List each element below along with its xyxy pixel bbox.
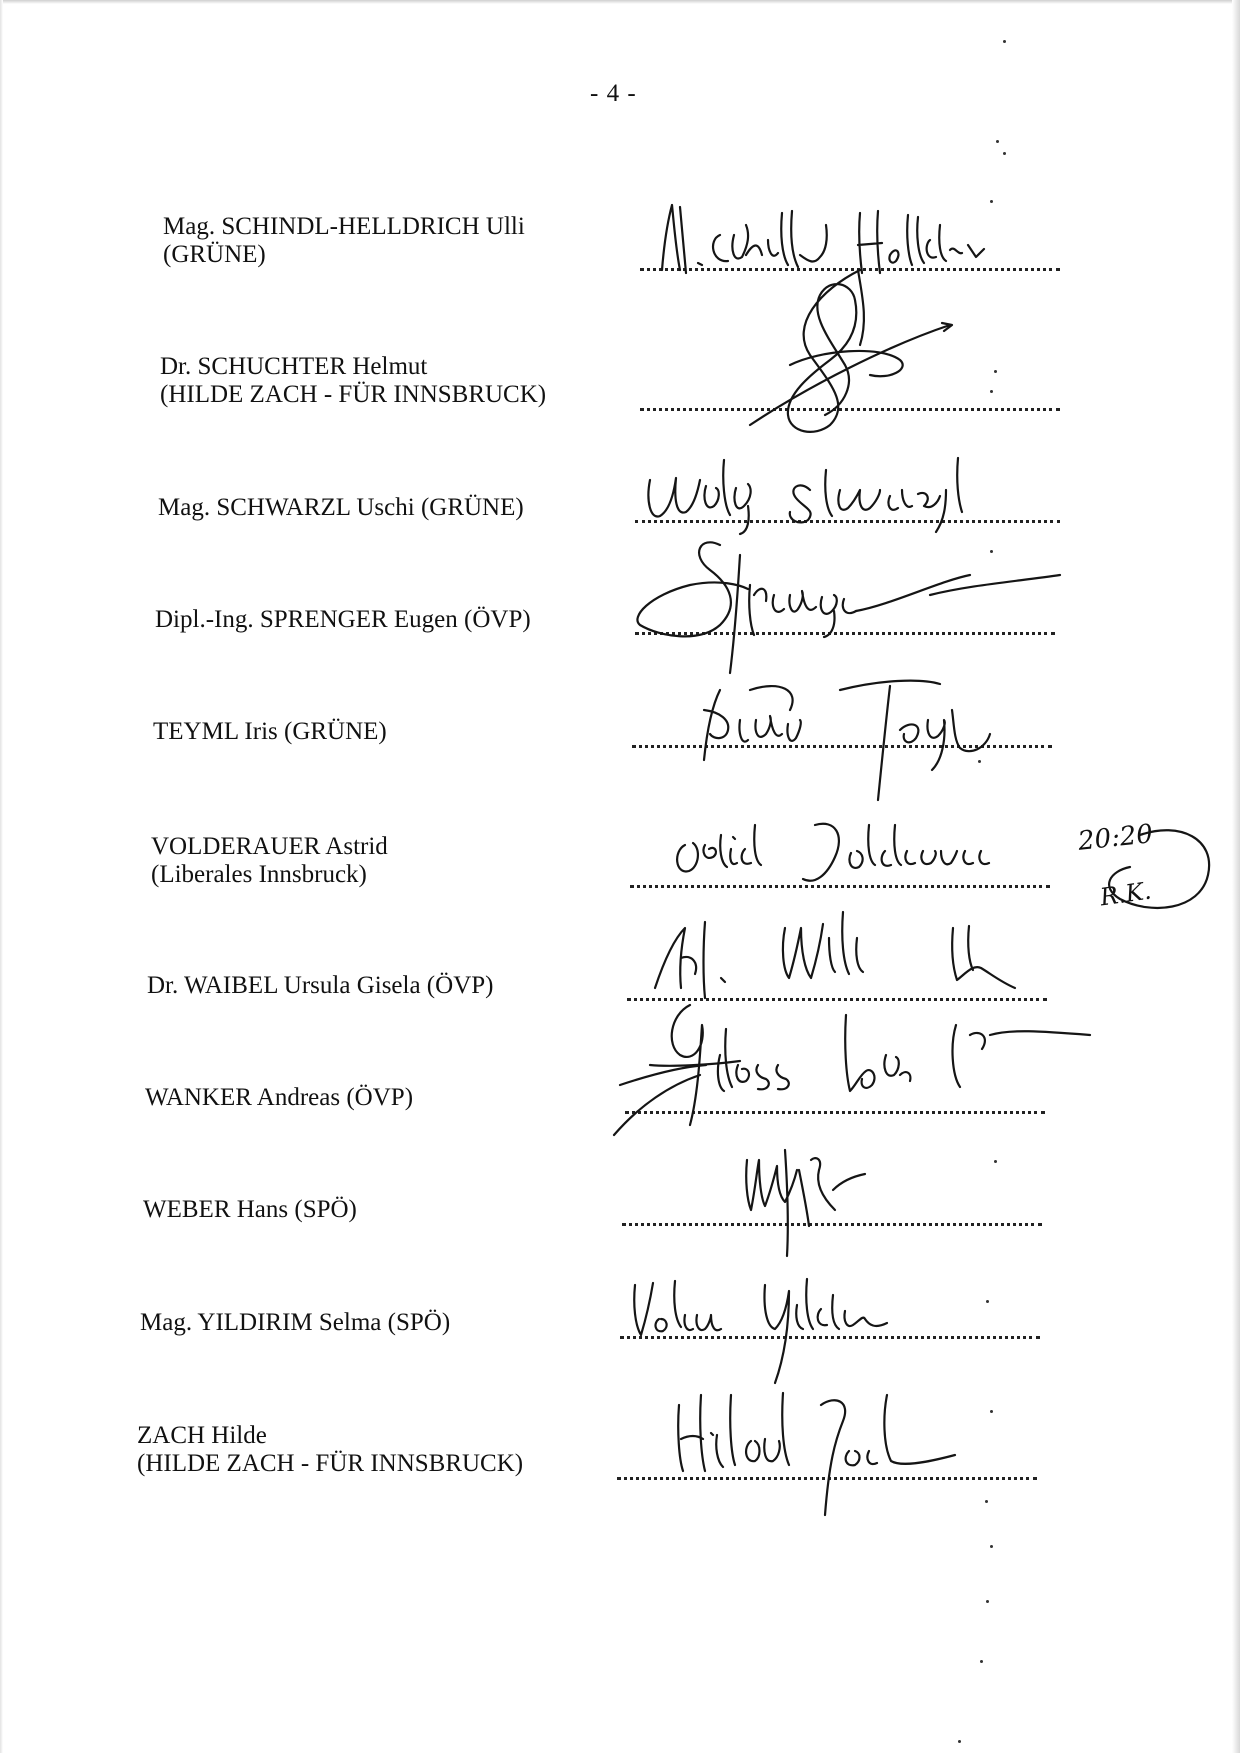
scan-edge-right [1232,0,1240,1753]
member-name-line1: Dr. WAIBEL Ursula Gisela (ÖVP) [147,972,494,999]
signature-weber [735,1130,885,1260]
speck [958,1740,961,1743]
signature-wanker [610,995,1100,1145]
member-party: (GRÜNE) [163,241,266,268]
scan-edge-left [0,0,3,1753]
signature-volderauer [665,805,1070,895]
signature-line [640,268,1060,271]
speck [978,760,981,763]
speck [980,1660,983,1663]
member-name [160,353,546,409]
speck [990,1410,993,1413]
member-party: (HILDE ZACH - FÜR INNSBRUCK) [137,1450,524,1477]
signature-waibel [635,898,1055,1008]
member-name-line1: Dr. SCHUCHTER Helmut [160,353,428,380]
member-name [145,1084,413,1112]
member-party: (Liberales Innsbruck) [151,861,367,888]
signature-teyml [690,650,1040,805]
signature-sprenger [630,525,1070,675]
signature-line [630,885,1050,888]
page-number: - 4 - [590,80,637,107]
signature-line [620,1336,1040,1339]
signature-line [617,1477,1037,1480]
speck [996,140,999,143]
signature-schuchter [730,265,980,440]
member-name [143,1196,357,1224]
signature-line [625,1111,1045,1114]
signature-schindl-helldrich [650,195,1060,285]
member-name [151,833,388,889]
member-name [153,718,387,746]
speck [1003,40,1006,43]
speck [990,1545,993,1548]
member-name-line1: ZACH Hilde [137,1422,267,1449]
signature-line [640,408,1060,411]
speck [986,1600,989,1603]
signature-yildirim [625,1265,965,1385]
signature-line [635,520,1060,523]
member-name [163,213,525,269]
annotation-time: 20:20 [1076,819,1155,857]
annotation-initials: R.K. [1098,876,1153,912]
signature-line [622,1223,1042,1226]
member-name-line1: Mag. SCHWARZL Uschi (GRÜNE) [158,494,524,521]
member-name-line1: VOLDERAUER Astrid [151,833,388,860]
member-name-line1: WANKER Andreas (ÖVP) [145,1084,414,1111]
member-name-line1: WEBER Hans (SPÖ) [143,1196,357,1223]
member-name-line1: Mag. YILDIRIM Selma (SPÖ) [140,1309,451,1336]
speck [990,550,993,553]
speck [994,1160,997,1163]
member-name-line1: TEYML Iris (GRÜNE) [153,718,387,745]
speck [1003,152,1006,155]
member-name [155,606,531,634]
member-name [158,494,524,522]
member-party: (HILDE ZACH - FÜR INNSBRUCK) [160,381,547,408]
speck [986,1300,989,1303]
member-name-line1: Mag. SCHINDL-HELLDRICH Ulli [163,213,525,240]
member-name [140,1309,450,1337]
signature-zach [665,1375,995,1520]
speck [994,370,997,373]
signature-line [635,632,1055,635]
member-name [137,1422,523,1478]
signature-line [632,745,1052,748]
speck [990,390,993,393]
speck [990,200,993,203]
scan-edge-top [0,0,1240,4]
member-name-line1: Dipl.-Ing. SPRENGER Eugen (ÖVP) [155,606,531,633]
speck [985,1500,988,1503]
signature-line [627,998,1047,1001]
member-name [147,972,493,1000]
